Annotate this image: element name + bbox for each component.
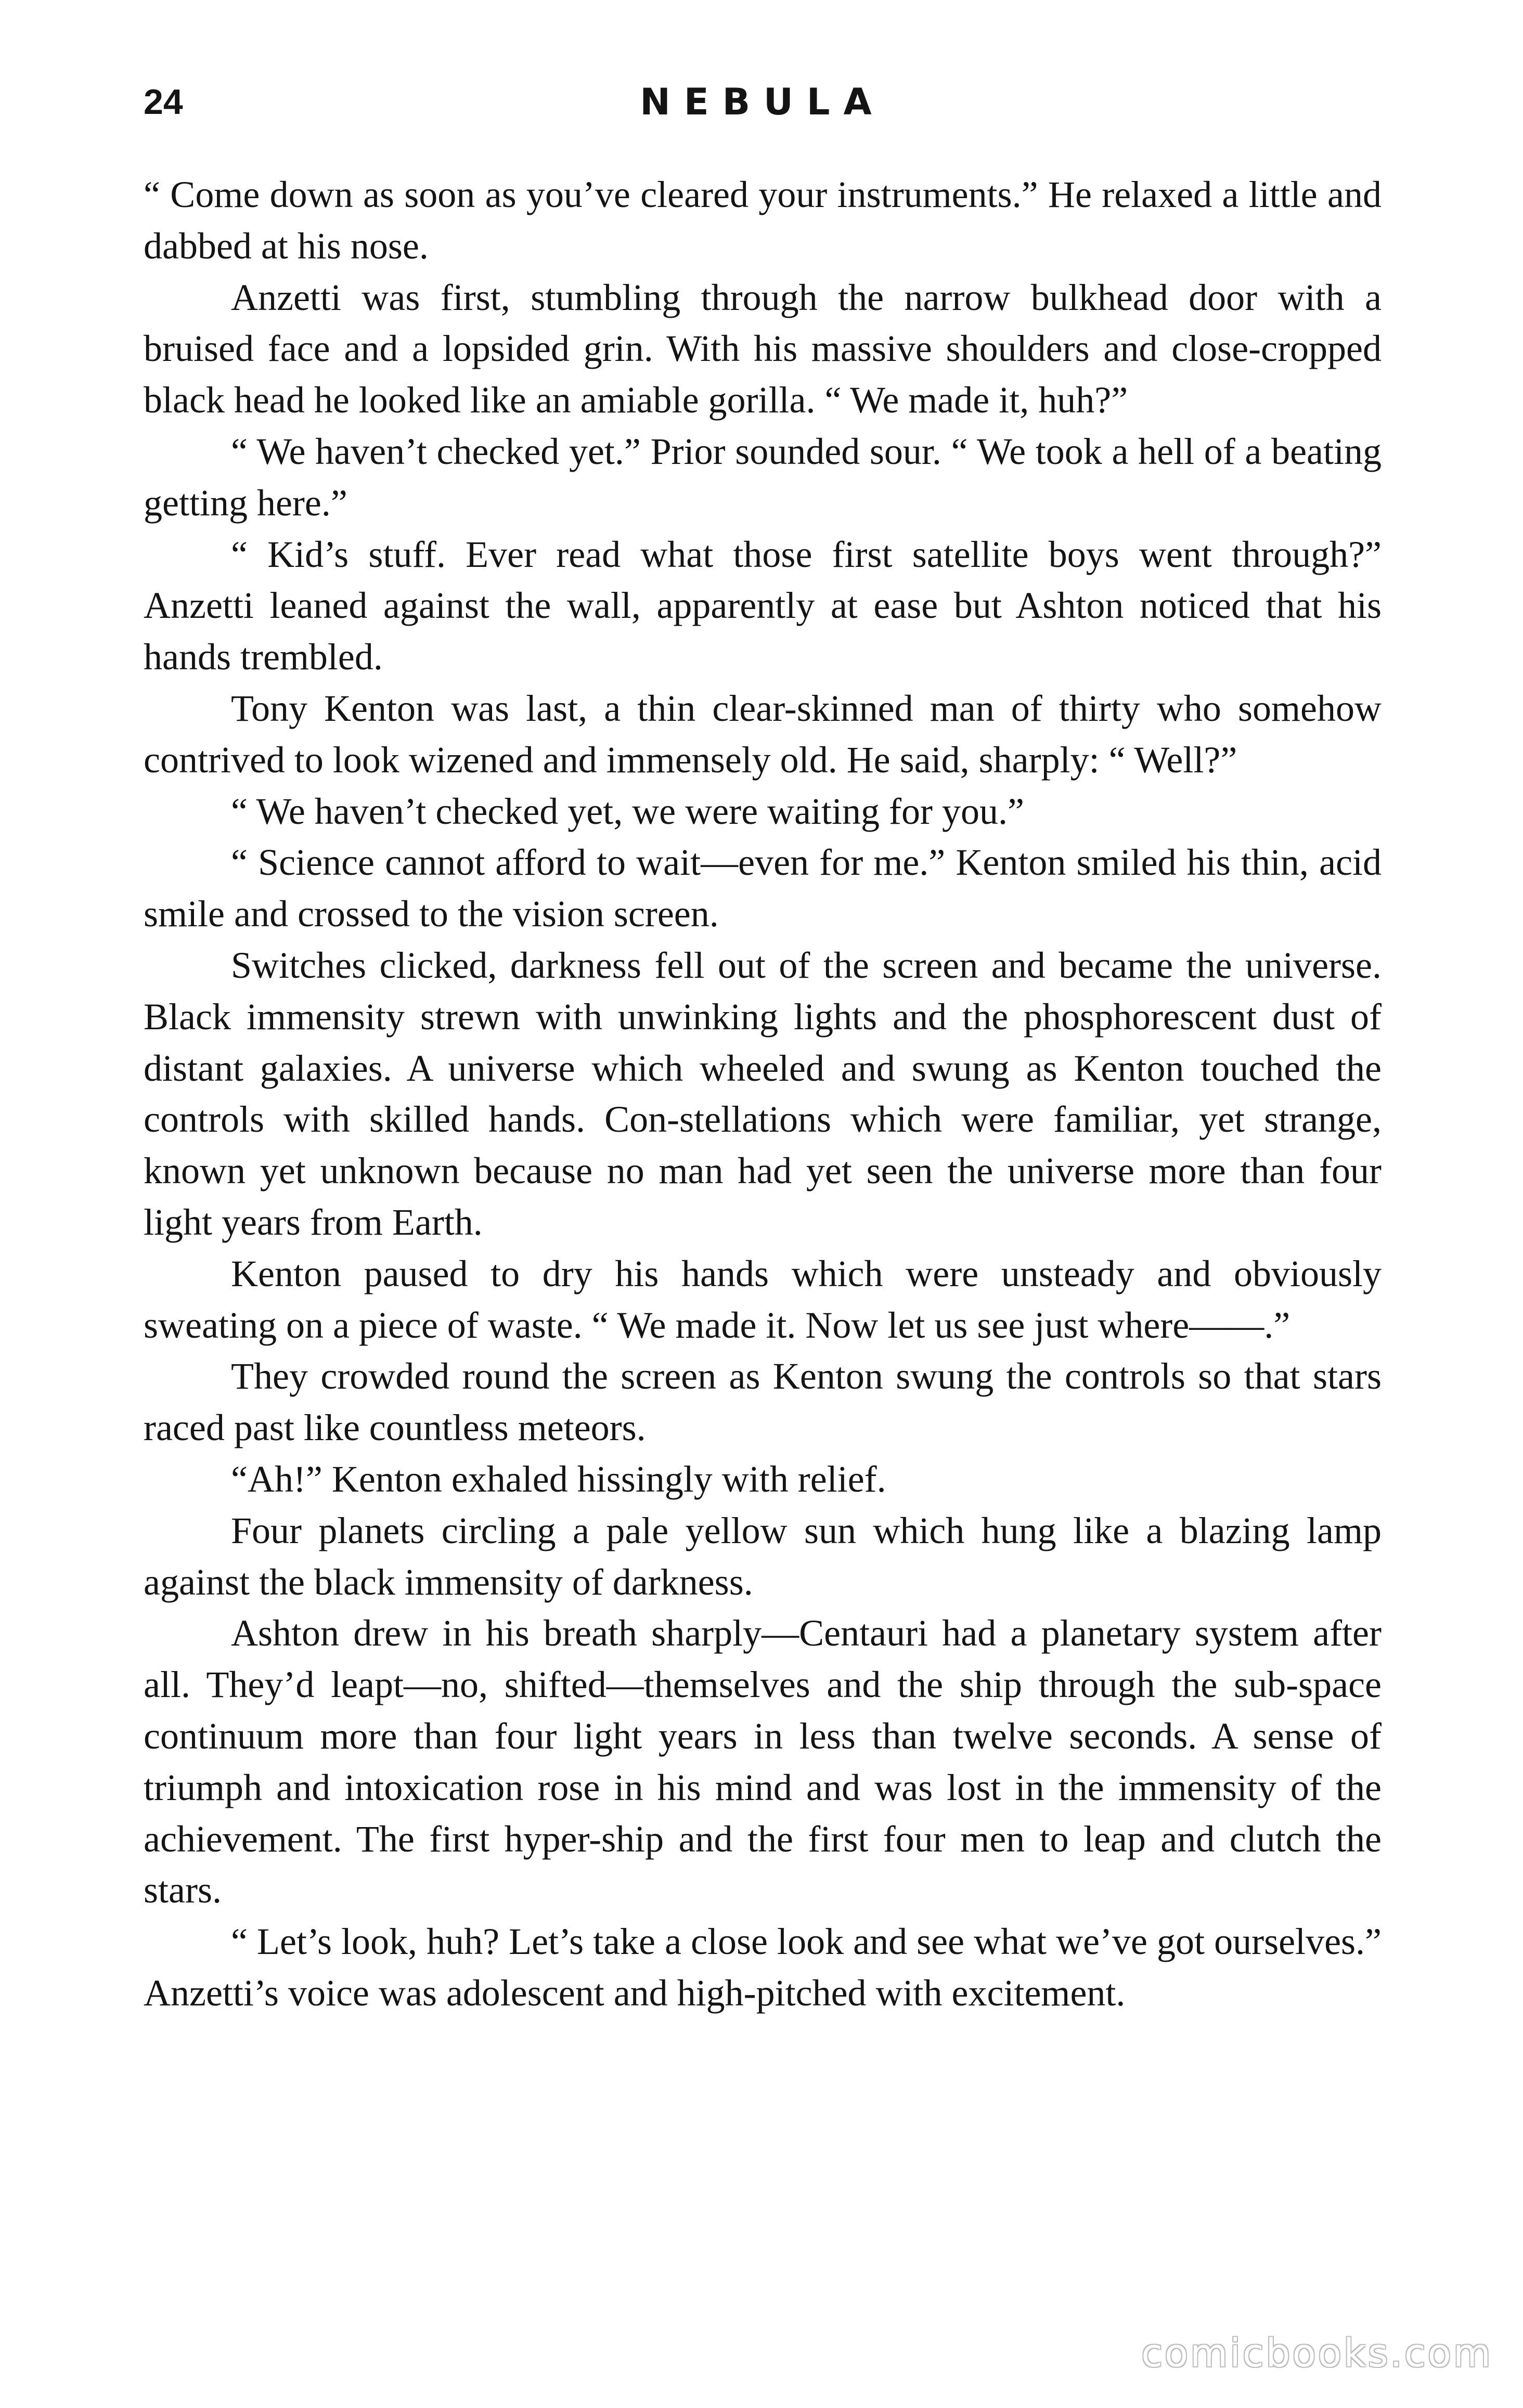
paragraph: “Ah!” Kenton exhaled hissingly with relief. <box>231 1458 886 1500</box>
page-header <box>144 76 1382 128</box>
paragraph: Four planets circling a pale yellow sun which hung like a blazing lamp against the black immensity of darkness. <box>144 1509 1382 1603</box>
page-number: 24 <box>144 82 183 122</box>
paragraph: “ Science cannot afford to wait—even for me.” Kenton smiled his thin, acid smile and crossed to the vision screen. <box>144 841 1382 935</box>
paragraph: Kenton paused to dry his hands which were unsteady and obviously sweating on a piece of waste. “ We made it. Now let us see just where——.” <box>144 1252 1382 1346</box>
paragraph: Tony Kenton was last, a thin clear-skinned man of thirty who somehow contrived to look wizened and immensely old. He said, sharply: “ Well?” <box>144 687 1382 781</box>
body-text <box>144 169 1382 2019</box>
paragraph: Ashton drew in his breath sharply—Centauri had a planetary system after all. They’d leapt—no, shifted—themselves and the ship through the sub-space continuum more than four light years in less than twelve seconds. A sense of triumph and intoxication rose in his mind and was lost in the immensity of the achievement. The first hyper-ship and the first four men to leap and clutch the stars. <box>144 1612 1382 1911</box>
paragraph: Switches clicked, darkness fell out of the screen and became the universe. Black immensity strewn with unwinking lights and the phosphorescent dust of distant galaxies. A universe which wheeled and swung as Kenton touched the controls with skilled hands. Con-stellations which were familiar, yet strange, known yet unknown because no man had yet seen the universe more than four light years from Earth. <box>144 944 1382 1243</box>
paragraph: “ We haven’t checked yet.” Prior sounded sour. “ We took a hell of a beating getting here.” <box>144 430 1382 524</box>
paragraph: Anzetti was first, stumbling through the narrow bulkhead door with a bruised face and a lopsided grin. With his massive shoulders and close-cropped black head he looked like an amiable gorilla. “ We made it, huh?” <box>144 276 1382 421</box>
paragraph: “ Come down as soon as you’ve cleared your instruments.” He relaxed a little and dabbed at his nose. <box>144 174 1382 267</box>
paragraph: They crowded round the screen as Kenton swung the controls so that stars raced past like countless meteors. <box>144 1355 1382 1449</box>
paragraph: “ Kid’s stuff. Ever read what those first satellite boys went through?” Anzetti leaned against the wall, apparently at ease but Ashton noticed that his hands trembled. <box>144 533 1382 678</box>
paragraph: “ Let’s look, huh? Let’s take a close look and see what we’ve got ourselves.” Anzetti’s voice was adolescent and high-pitched with excitement. <box>144 1921 1382 2014</box>
running-title: NEBULA <box>640 81 885 123</box>
site-watermark: comicbooks.com <box>1141 2331 1493 2376</box>
paragraph: “ We haven’t checked yet, we were waiting for you.” <box>231 790 1024 832</box>
